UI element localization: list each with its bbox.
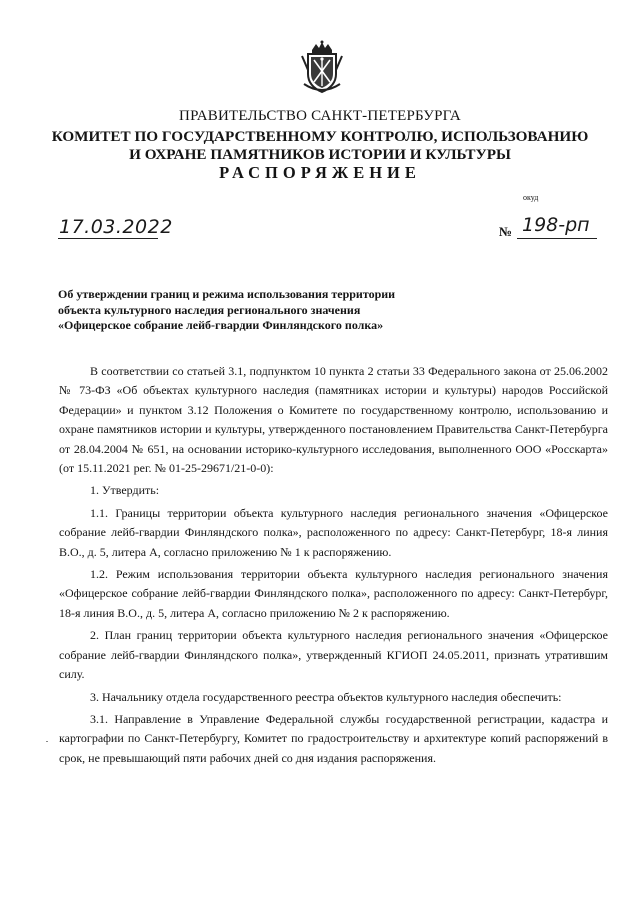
body-paragraph-item-3-1: 3.1. Направление в Управление Федеральной службы государственной регистрации, кадастра и картографии по Санкт-Петербургу, Комитет по градостроительству и архитектуре копий распоряжений в срок, не превышающий пяти рабочих дней со дня издания распоряжения. (59, 711, 608, 765)
committee-name (0, 128, 640, 164)
document-date: 17.03.2022 (59, 216, 173, 238)
subject-line2: объекта культурного наследия регионального значения (58, 302, 361, 317)
body-paragraph-item-3: 3. Начальнику отдела государственного реестра объектов культурного наследия обеспечить: (90, 689, 562, 704)
committee-name-line2: И ОХРАНЕ ПАМЯТНИКОВ ИСТОРИИ И КУЛЬТУРЫ (129, 146, 511, 163)
subject-line1: Об утверждении границ и режима использования территории (58, 287, 396, 301)
number-sign: № (499, 224, 513, 239)
body-paragraph-item-1: 1. Утвердить: (90, 483, 160, 498)
document-subject (58, 287, 395, 334)
document-type-title: РАСПОРЯЖЕНИЕ (219, 163, 421, 182)
body-paragraph-preamble: В соответствии со статьей 3.1, подпунктом 10 пункта 2 статьи 33 Федерального закона от 25.06.2002 № 73-ФЗ «Об объектах культурного наследия (памятниках истории и культуры) народов Российской Федерации» и пунктом 3.12 Положения о Комитете по государственному контролю, использованию и охране памятников истории и культуры, утвержденного постановлением Правительства Санкт-Петербурга от 28.04.2004 № 651, на основании историко-культурного исследования, выполненного ООО «Росскарта» (от 15.11.2021 рег. № 01-25-29671/21-0-0): (59, 364, 608, 476)
body-paragraph-item-2: 2. План границ территории объекта культурного наследия регионального значения «Офицерское собрание лейб-гвардии Финляндского полка», утвержденный КГИОП 24.05.2011, признать утратившим силу. (59, 628, 608, 682)
saint-petersburg-coat-of-arms-icon (298, 40, 346, 96)
okud-label: окуд (523, 193, 539, 202)
date-underline (58, 238, 158, 239)
document-body (59, 362, 608, 771)
committee-name-line1: КОМИТЕТ ПО ГОСУДАРСТВЕННОМУ КОНТРОЛЮ, ИСПОЛЬЗОВАНИЮ (51, 128, 589, 145)
government-name: ПРАВИТЕЛЬСТВО САНКТ-ПЕТЕРБУРГА (179, 108, 461, 124)
body-paragraph-item-1-1: 1.1. Границы территории объекта культурного наследия регионального значения «Офицерское собрание лейб-гвардии Финляндского полка», расположенного по адресу: Санкт-Петербург, 18-я линия В.О., д. 5, литера А, согласно приложению № 1 к распоряжению. (59, 505, 608, 559)
document-number: 198-рп (522, 214, 590, 236)
number-underline (517, 238, 597, 239)
subject-line3: «Офицерское собрание лейб-гвардии Финляндского полка» (58, 318, 384, 332)
margin-mark (46, 741, 48, 742)
body-paragraph-item-1-2: 1.2. Режим использования территории объекта культурного наследия регионального значения «Офицерское собрание лейб-гвардии Финляндского полка», расположенного по адресу: Санкт-Петербург, 18-я линия В.О., д. 5, литера А, согласно приложению № 2 к распоряжению. (59, 567, 608, 620)
